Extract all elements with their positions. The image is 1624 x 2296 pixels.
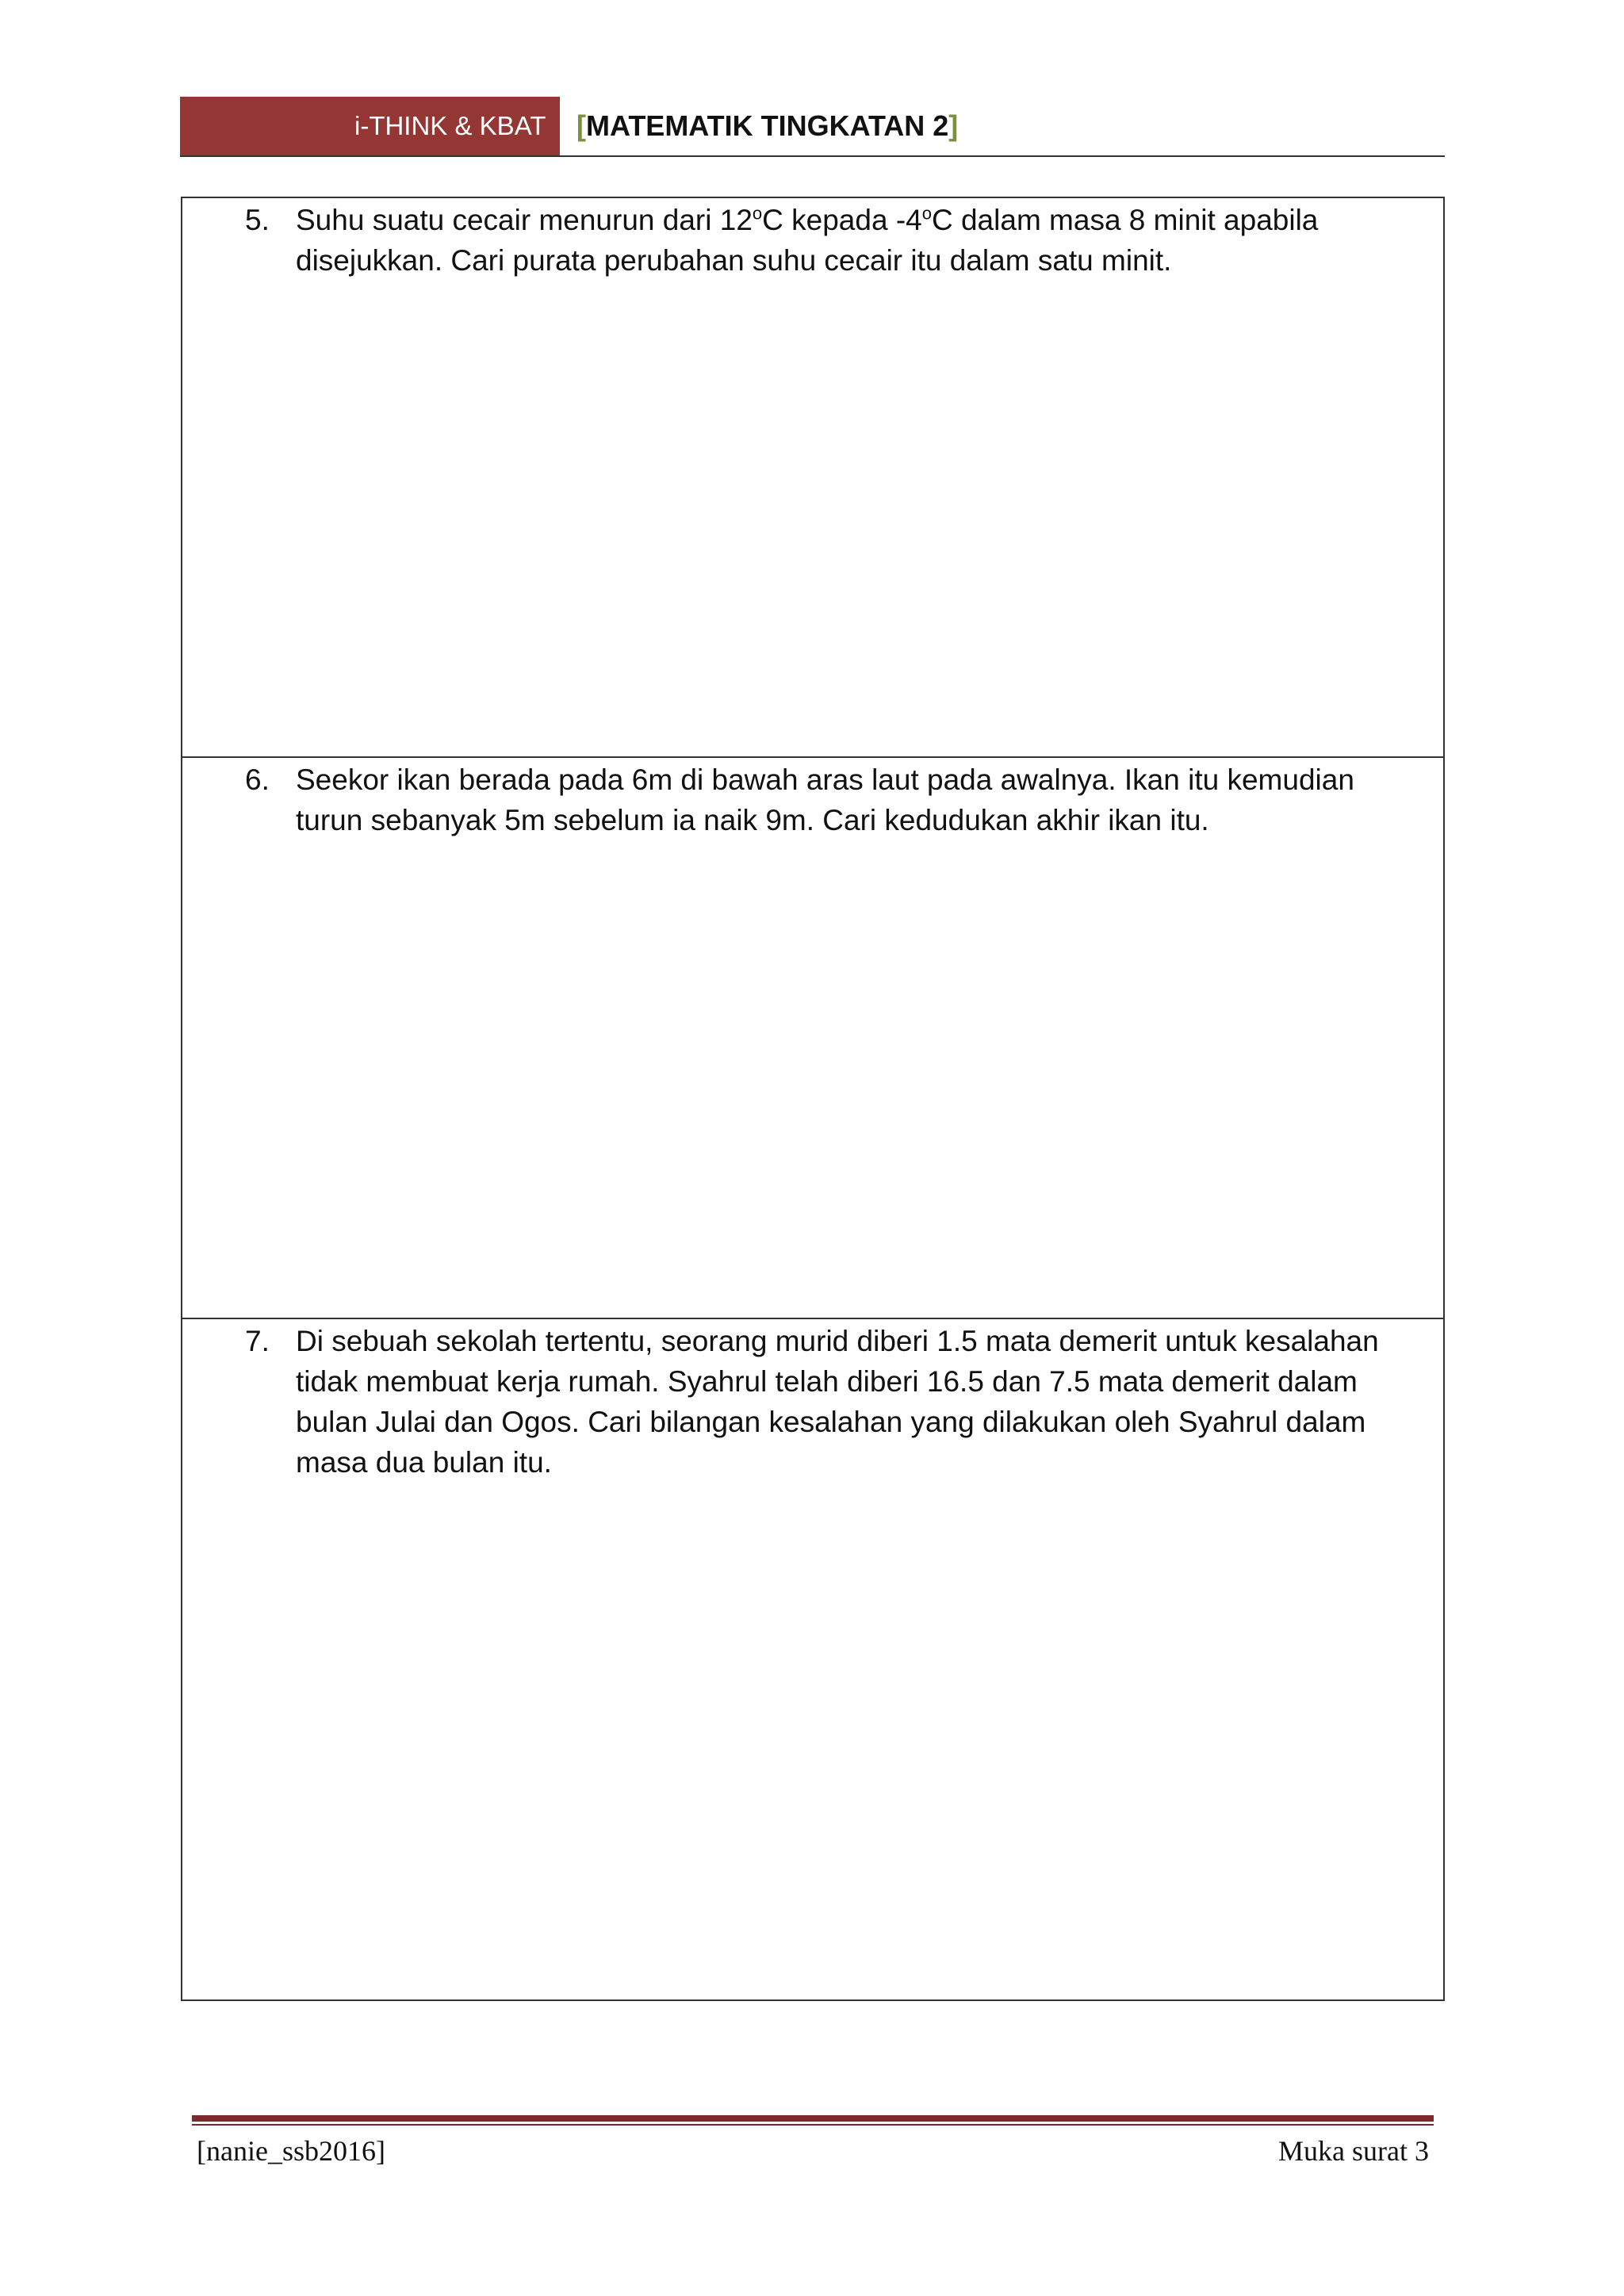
degree-superscript: o	[921, 203, 932, 224]
question-text	[296, 200, 1387, 281]
question-number: 7.	[245, 1325, 270, 1357]
question-7	[245, 1321, 1387, 1483]
question-row-7	[182, 1319, 1443, 1999]
footer-page-number: Muka surat 3	[1278, 2135, 1429, 2167]
question-table	[181, 197, 1445, 2001]
footer-divider-thin	[192, 2124, 1434, 2126]
header-title	[576, 97, 958, 155]
header-title-text: MATEMATIK TINGKATAN 2	[586, 109, 949, 142]
header-tab-label: i-THINK & KBAT	[354, 111, 546, 140]
header-bracket-open: [	[576, 109, 586, 142]
header-tab	[180, 97, 560, 155]
degree-superscript: o	[752, 203, 763, 224]
question-text: Seekor ikan berada pada 6m di bawah aras laut pada awalnya. Ikan itu kemudian turun sebanyak 5m sebelum ia naik 9m. Cari kedudukan akhir ikan itu.	[296, 763, 1354, 836]
question-row-6	[182, 758, 1443, 1319]
footer-author: [nanie_ssb2016]	[197, 2135, 385, 2167]
question-row-5	[182, 198, 1443, 758]
footer-divider-thick	[192, 2115, 1434, 2122]
page-header	[180, 97, 1445, 157]
question-text-part: Suhu suatu cecair menurun dari 12	[296, 204, 753, 236]
header-divider	[180, 155, 1445, 157]
question-6	[245, 760, 1387, 840]
question-number: 5.	[245, 204, 270, 236]
question-5	[245, 200, 1387, 281]
question-number: 6.	[245, 763, 270, 796]
header-bracket-close: ]	[948, 109, 959, 142]
question-text-part: C dalam masa 8 minit apabila disejukkan. Cari purata perubahan suhu cecair itu dalam satu minit.	[296, 204, 1319, 277]
question-text-part: C kepada -4	[762, 204, 922, 236]
question-text: Di sebuah sekolah tertentu, seorang murid diberi 1.5 mata demerit untuk kesalahan tidak membuat kerja rumah. Syahrul telah diberi 16.5 dan 7.5 mata demerit dalam bulan Julai dan Ogos. Cari bilangan kesalahan yang dilakukan oleh Syahrul dalam masa dua bulan itu.	[296, 1325, 1379, 1479]
